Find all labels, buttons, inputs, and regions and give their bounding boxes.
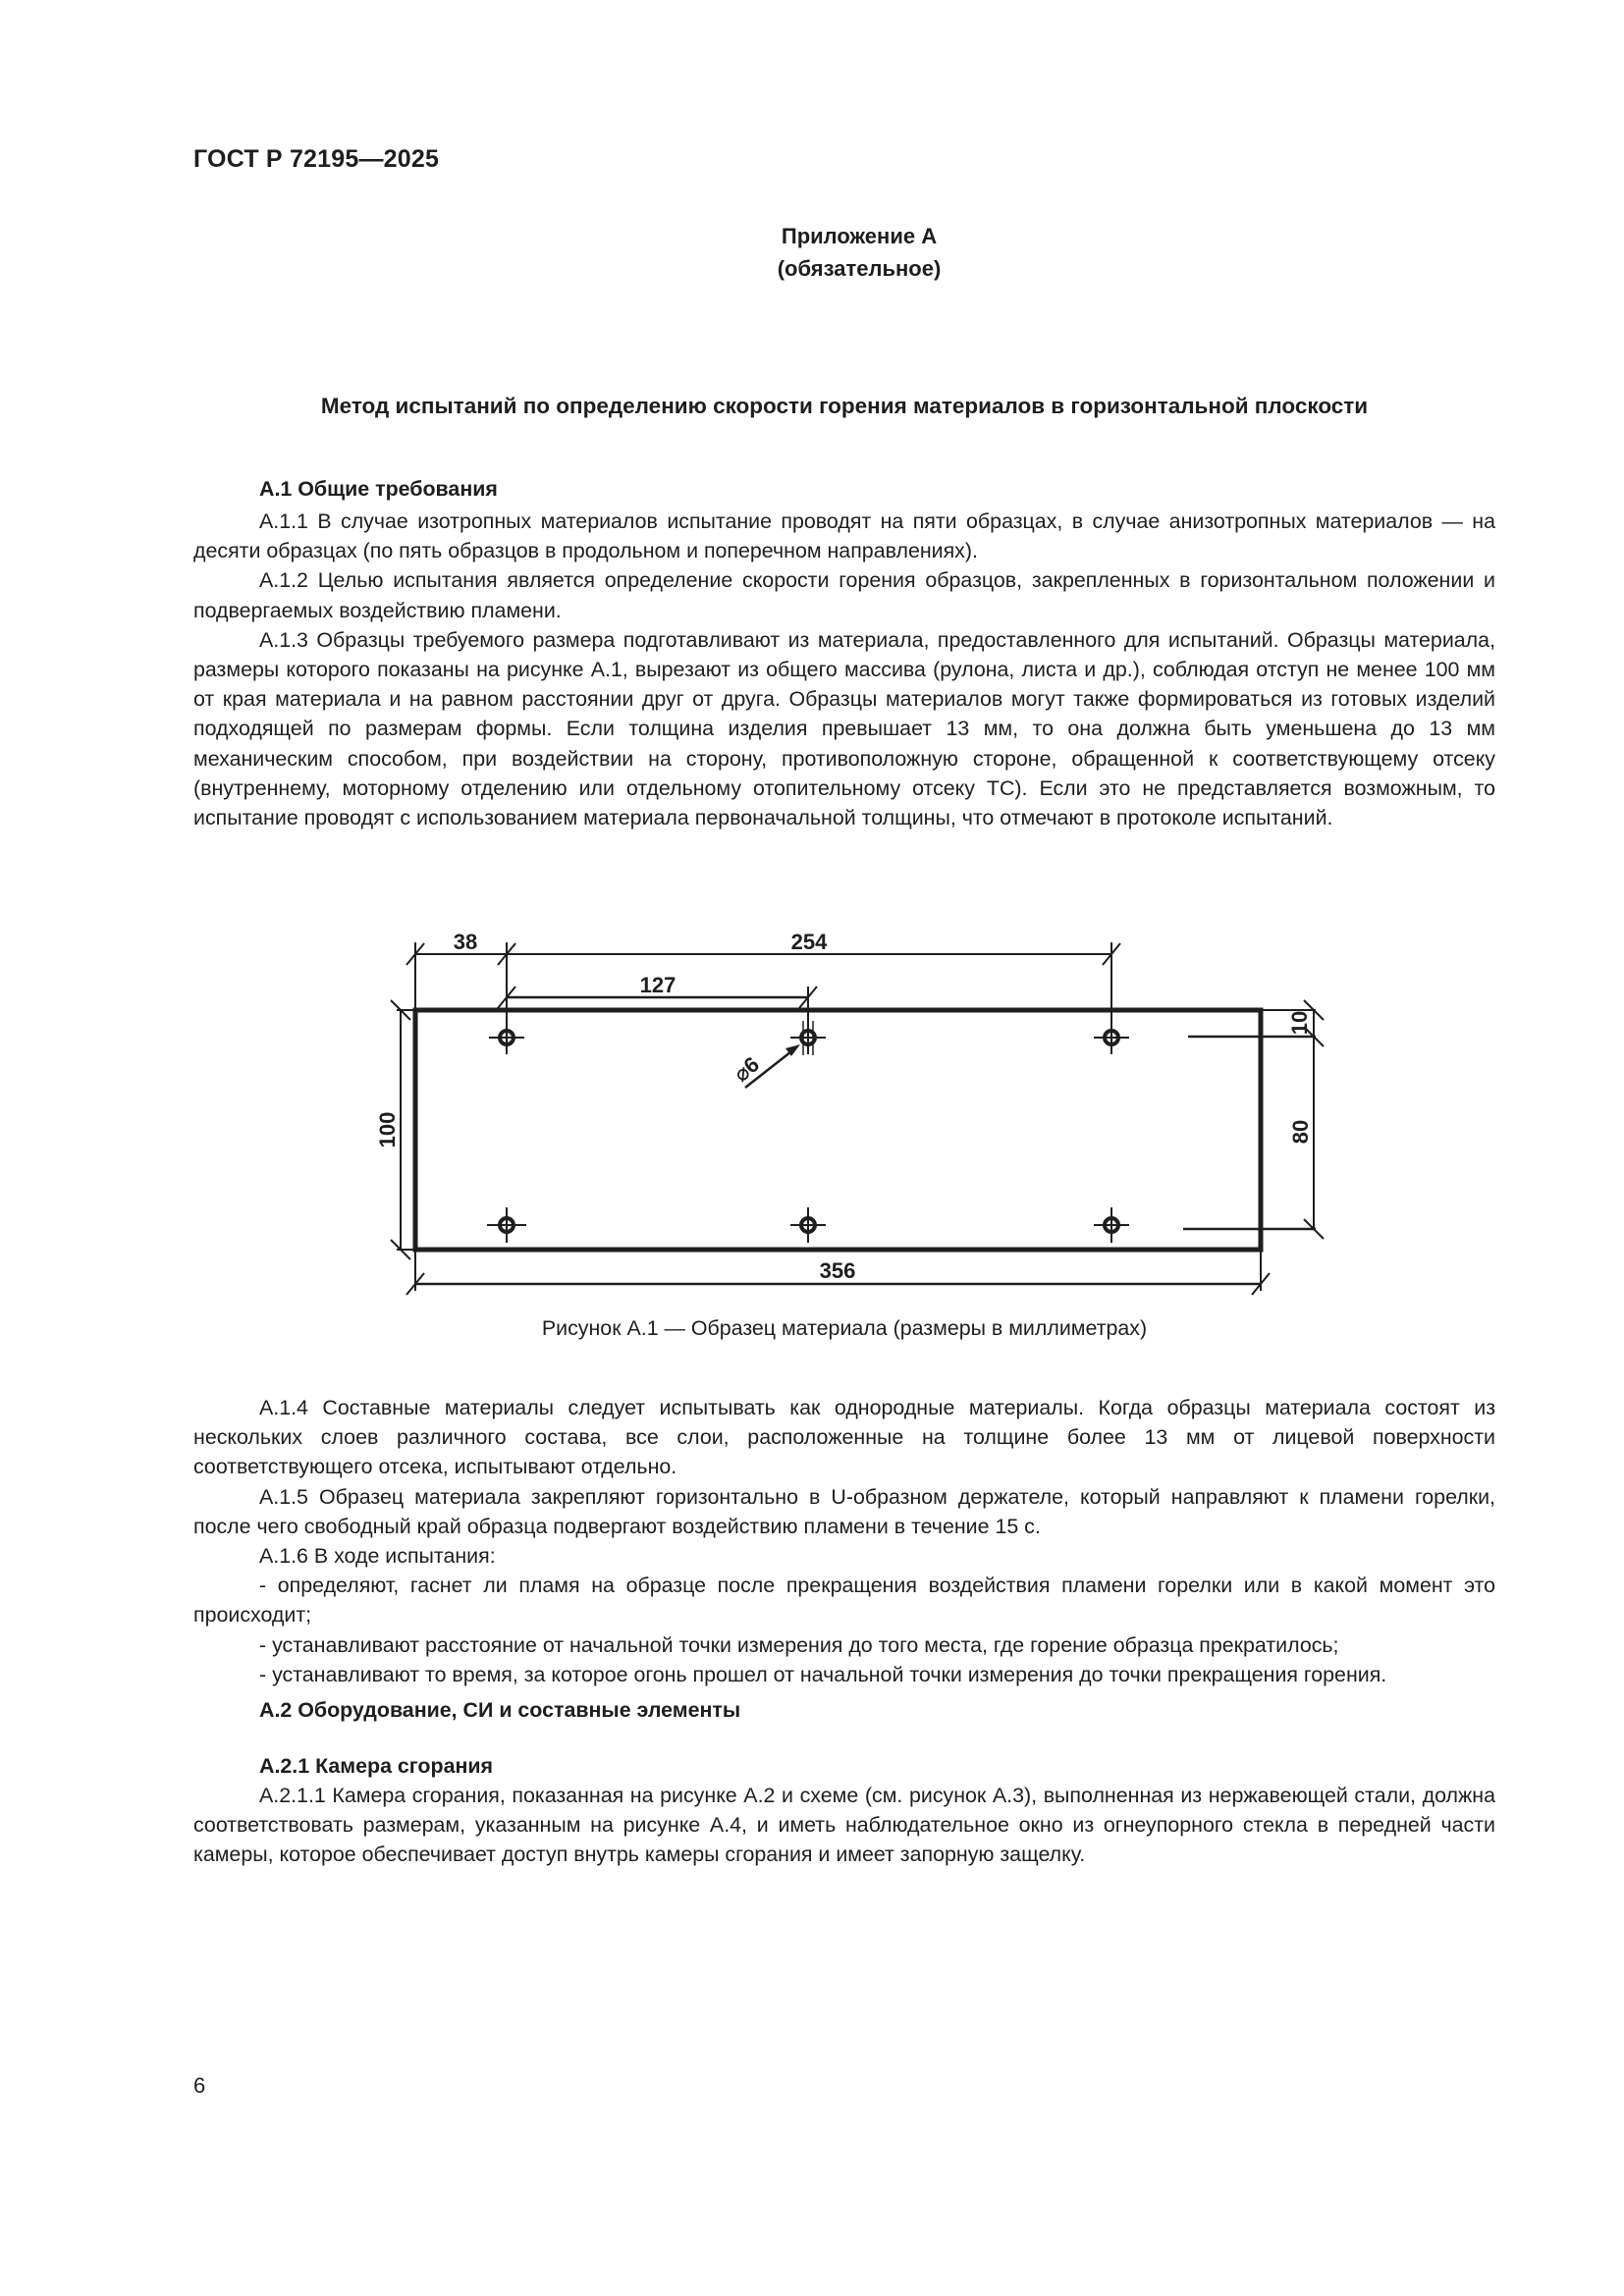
section-a1-heading: А.1 Общие требования	[259, 477, 498, 501]
dim-label-254: 254	[790, 930, 828, 954]
mounting-holes	[487, 1021, 1129, 1243]
appendix-status: (обязательное)	[777, 256, 942, 281]
page-number: 6	[193, 2073, 206, 2098]
appendix-label: Приложение А	[781, 224, 938, 248]
dim-label-127: 127	[639, 973, 677, 997]
appendix-heading	[0, 220, 1624, 285]
dim-label-38: 38	[453, 930, 478, 954]
dim-label-356: 356	[819, 1258, 856, 1283]
appendix-title: Метод испытаний по определению скорости горения материалов в горизонтальной плоскости	[320, 394, 1369, 418]
paragraph-a1-3: А.1.3 Образцы требуемого размера подготавливают из материала, предоставленного для испытаний. Образцы материала, размеры которого показаны на рисунке А.1, вырезают из общего массива (рулона, листа и др.), соблюдая отступ не менее 100 мм от края материала и на равном расстоянии друг от друга. Образцы материалов могут также формироваться из готовых изделий подходящей по размерам формы. Если толщина изделия превышает 13 мм, то она должна быть уменьшена до 13 мм механическим способом, при воздействии на сторону, противоположную стороне, обращенной к соответствующему отсеку (внутреннему, моторному отделению или отдельному отопительному отсеку ТС). Если это не представляется возможным, то испытание проводят с использованием материала первоначальной толщины, что отмечают в протоколе испытаний.	[193, 627, 1495, 830]
specimen-dimension-drawing	[363, 913, 1345, 1306]
section-a1-continued	[193, 1393, 1495, 1870]
figure-a1-caption: Рисунок А.1 — Образец материала (размеры в миллиметрах)	[541, 1316, 1148, 1340]
list-item: - определяют, гаснет ли пламя на образце после прекращения воздействия пламени горелки или в какой момент это происходит;	[193, 1574, 1495, 1628]
list-item: - устанавливают то время, за которое огонь прошел от начальной точки измерения до точки прекращения горения.	[259, 1662, 1387, 1686]
dim-label-10: 10	[1287, 1010, 1312, 1036]
document-header-standard-id: ГОСТ Р 72195—2025	[193, 145, 440, 173]
hole-icon	[489, 1021, 524, 1054]
paragraph-a1-1: А.1.1 В случае изотропных материалов испытание проводят на пяти образцах, в случае анизотропных материалов — на десяти образцах (по пять образцов в продольном и поперечном направлениях).	[193, 509, 1495, 563]
hole-icon	[1094, 1207, 1129, 1243]
paragraph-a1-4: А.1.4 Составные материалы следует испытывать как однородные материалы. Когда образцы материала состоят из нескольких слоев различного состава, все слои, расположенные на толщине более 13 мм от лицевой поверхности соответствующего отсека, испытывают отдельно.	[193, 1396, 1495, 1479]
paragraph-a1-5: А.1.5 Образец материала закрепляют горизонтально в U-образном держателе, который направляют к пламени горелки, после чего свободный край образца подвергают воздействию пламени в течение 15 с.	[193, 1484, 1495, 1538]
paragraph-a2-1-1: А.2.1.1 Камера сгорания, показанная на рисунке А.2 и схеме (см. рисунок А.3), выполненная из нержавеющей стали, должна соответствовать размерам, указанным на рисунке А.4, и иметь наблюдательное окно из огнеупорного стекла в передней части камеры, которое обеспечивает доступ внутрь камеры сгорания и имеет запорную защелку.	[193, 1784, 1495, 1867]
specimen-outline	[415, 1010, 1261, 1250]
section-a2-1-heading: А.2.1 Камера сгорания	[259, 1754, 494, 1779]
section-a1	[193, 474, 1495, 832]
hole-icon	[487, 1207, 526, 1243]
hole-icon	[1094, 1021, 1129, 1054]
paragraph-a1-2: А.1.2 Целью испытания является определение скорости горения образцов, закрепленных в горизонтальном положении и подвергаемых воздействию пламени.	[193, 568, 1495, 622]
section-a2-heading: А.2 Оборудование, СИ и составные элементы	[259, 1698, 741, 1723]
dim-label-80: 80	[1288, 1119, 1313, 1145]
figure-a1-drawing	[363, 913, 1345, 1306]
list-item: - устанавливают расстояние от начальной точки измерения до того места, где горение образца прекратилось;	[259, 1632, 1339, 1657]
dim-label-100: 100	[375, 1111, 400, 1148]
dim-label-diameter: ⌀6	[729, 1051, 764, 1088]
paragraph-a1-6: А.1.6 В ходе испытания:	[259, 1544, 496, 1569]
hole-icon	[790, 1207, 826, 1243]
